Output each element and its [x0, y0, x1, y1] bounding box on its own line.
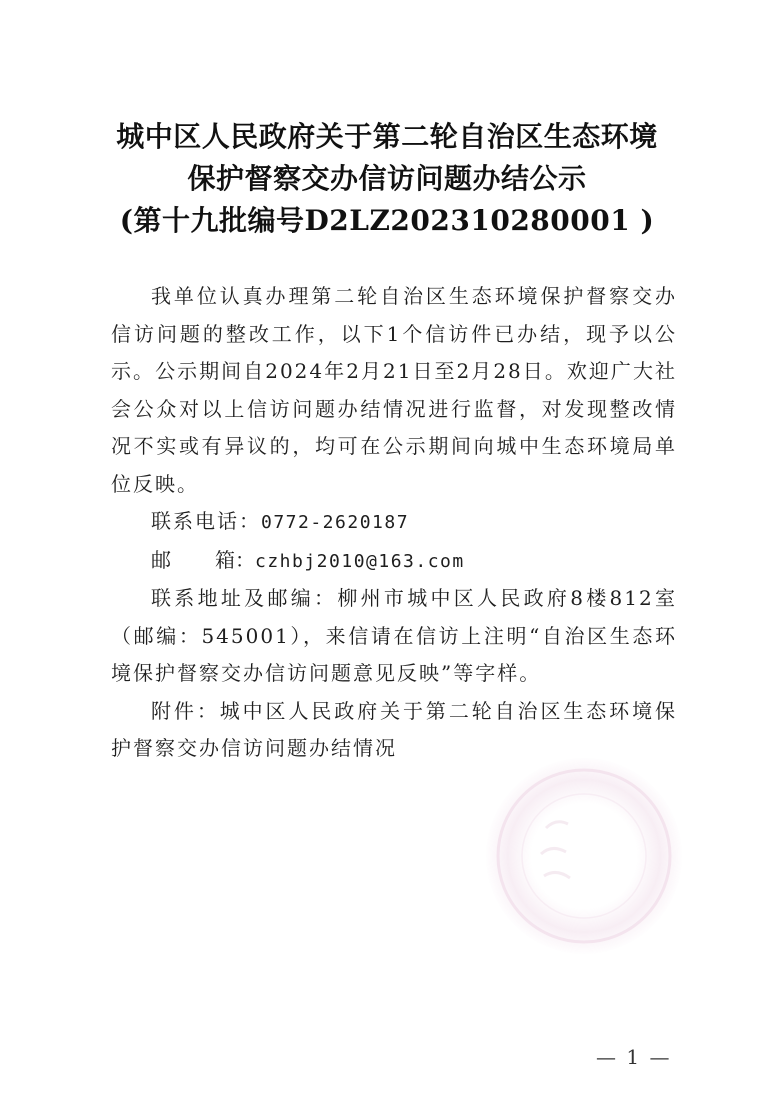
email-label-part-2: 箱：	[215, 547, 255, 572]
phone-label: 联系电话：	[151, 509, 261, 533]
email-label	[151, 542, 255, 580]
official-seal-stamp	[486, 758, 682, 954]
email-value: czhbj2010@163.com	[255, 550, 465, 572]
title-line-3: (第十九批编号D2LZ202310280001 )	[119, 204, 655, 237]
intro-paragraph: 我单位认真办理第二轮自治区生态环境保护督察交办信访问题的整改工作，以下1个信访件已办结，现予以公示。公示期间自2024年2月21日至2月28日。欢迎广大社会公众对以上信访问题办结情况进行监督，对发现整改情况不实或有异议的，均可在公示期间向城中生态环境局单位反映。	[111, 284, 677, 496]
title-line-1: 城中区人民政府关于第二轮自治区生态环境	[116, 120, 658, 153]
title-line-2: 保护督察交办信访问题办结公示	[187, 162, 587, 195]
document-title	[60, 116, 714, 242]
phone-value: 0772-2620187	[261, 512, 410, 533]
document-body	[111, 278, 677, 768]
seal-icon	[486, 758, 682, 954]
address-paragraph: 联系地址及邮编：柳州市城中区人民政府8楼812室（邮编：545001），来信请在信访上注明“自治区生态环境保护督察交办信访问题意见反映”等字样。	[111, 586, 677, 685]
email-label-part-1: 邮	[151, 547, 171, 572]
email-row	[111, 542, 677, 581]
attachment-paragraph: 附件：城中区人民政府关于第二轮自治区生态环境保护督察交办信访问题办结情况	[111, 698, 677, 760]
page-number: — 1 —	[596, 1045, 672, 1069]
phone-row	[111, 503, 677, 542]
